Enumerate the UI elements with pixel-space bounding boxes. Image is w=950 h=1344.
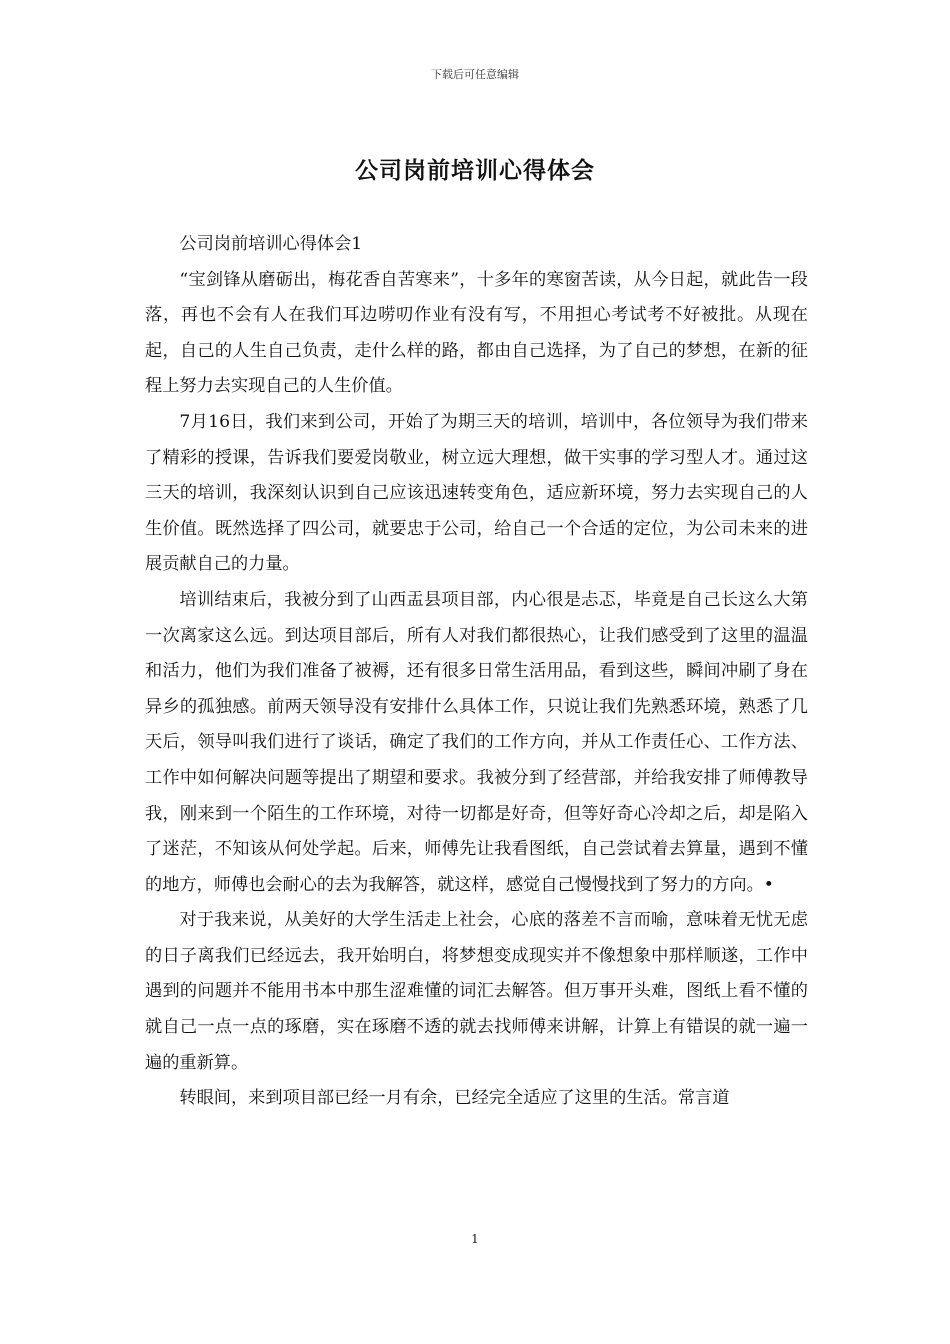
body-paragraph: 培训结束后，我被分到了山西盂县项目部，内心很是忐忑，毕竟是自己长这么大第一次离家这么远。到达项目部后，所有人对我们都很热心，让我们感受到了这里的温温和活力，他们为我们准备了被褥，还有很多日常生活用品，看到这些，瞬间冲刷了身在异乡的孤独感。前两天领导没有安排什么具体工作，只说让我们先熟悉环境，熟悉了几天后，领导叫我们进行了谈话，确定了我们的工作方向，并从工作责任心、工作方法、工作中如何解决问题等提出了期望和要求。我被分到了经营部，并给我安排了师傅教导我，刚来到一个陌生的工作环境，对待一切都是好奇，但等好奇心冷却之后，却是陷入了迷茫，不知该从何处学起。后来，师傅先让我看图纸，自己尝试着去算量，遇到不懂的地方，师傅也会耐心的去为我解答，就这样，感觉自己慢慢找到了努力的方向。• [145,589,808,895]
document-body [145,227,808,1117]
page-number: 1 [471,1232,479,1246]
body-paragraph: 转眼间，来到项目部已经一月有余，已经完全适应了这里的生活。常言道 [179,1088,730,1109]
section-heading: 公司岗前培训心得体会1 [179,234,363,254]
body-paragraph: “宝剑锋从磨砺出，梅花香自苦寒来”，十多年的寒窗苦读，从今日起，就此告一段落，再也不会有人在我们耳边唠叨作业有没有写，不用担心考试考不好被批。从现在起，自己的人生自己负责，走什么样的路，都由自己选择，为了自己的梦想，在新的征程上努力去实现自己的人生价值。 [145,269,808,397]
body-paragraph: 7月16日，我们来到公司，开始了为期三天的培训，培训中，各位领导为我们带来了精彩的授课，告诉我们要爱岗敬业，树立远大理想，做干实事的学习型人才。通过这三天的培训，我深刻认识到自己应该迅速转变角色，适应新环境，努力去实现自己的人生价值。既然选择了四公司，就要忠于公司，给自己一个合适的定位，为公司未来的进展贡献自己的力量。 [145,411,808,575]
body-paragraph: 对于我来说，从美好的大学生活走上社会，心底的落差不言而喻，意味着无忧无虑的日子离我们已经远去，我开始明白，将梦想变成现实并不像想象中那样顺遂，工作中遇到的问题并不能用书本中那生涩难懂的词汇去解答。但万事开头难，图纸上看不懂的就自己一点一点的琢磨，实在琢磨不透的就去找师傅来讲解，计算上有错误的就一遍一遍的重新算。 [145,910,808,1073]
document-title: 公司岗前培训心得体会 [355,157,595,184]
header-note: 下载后可任意编辑 [431,68,519,81]
